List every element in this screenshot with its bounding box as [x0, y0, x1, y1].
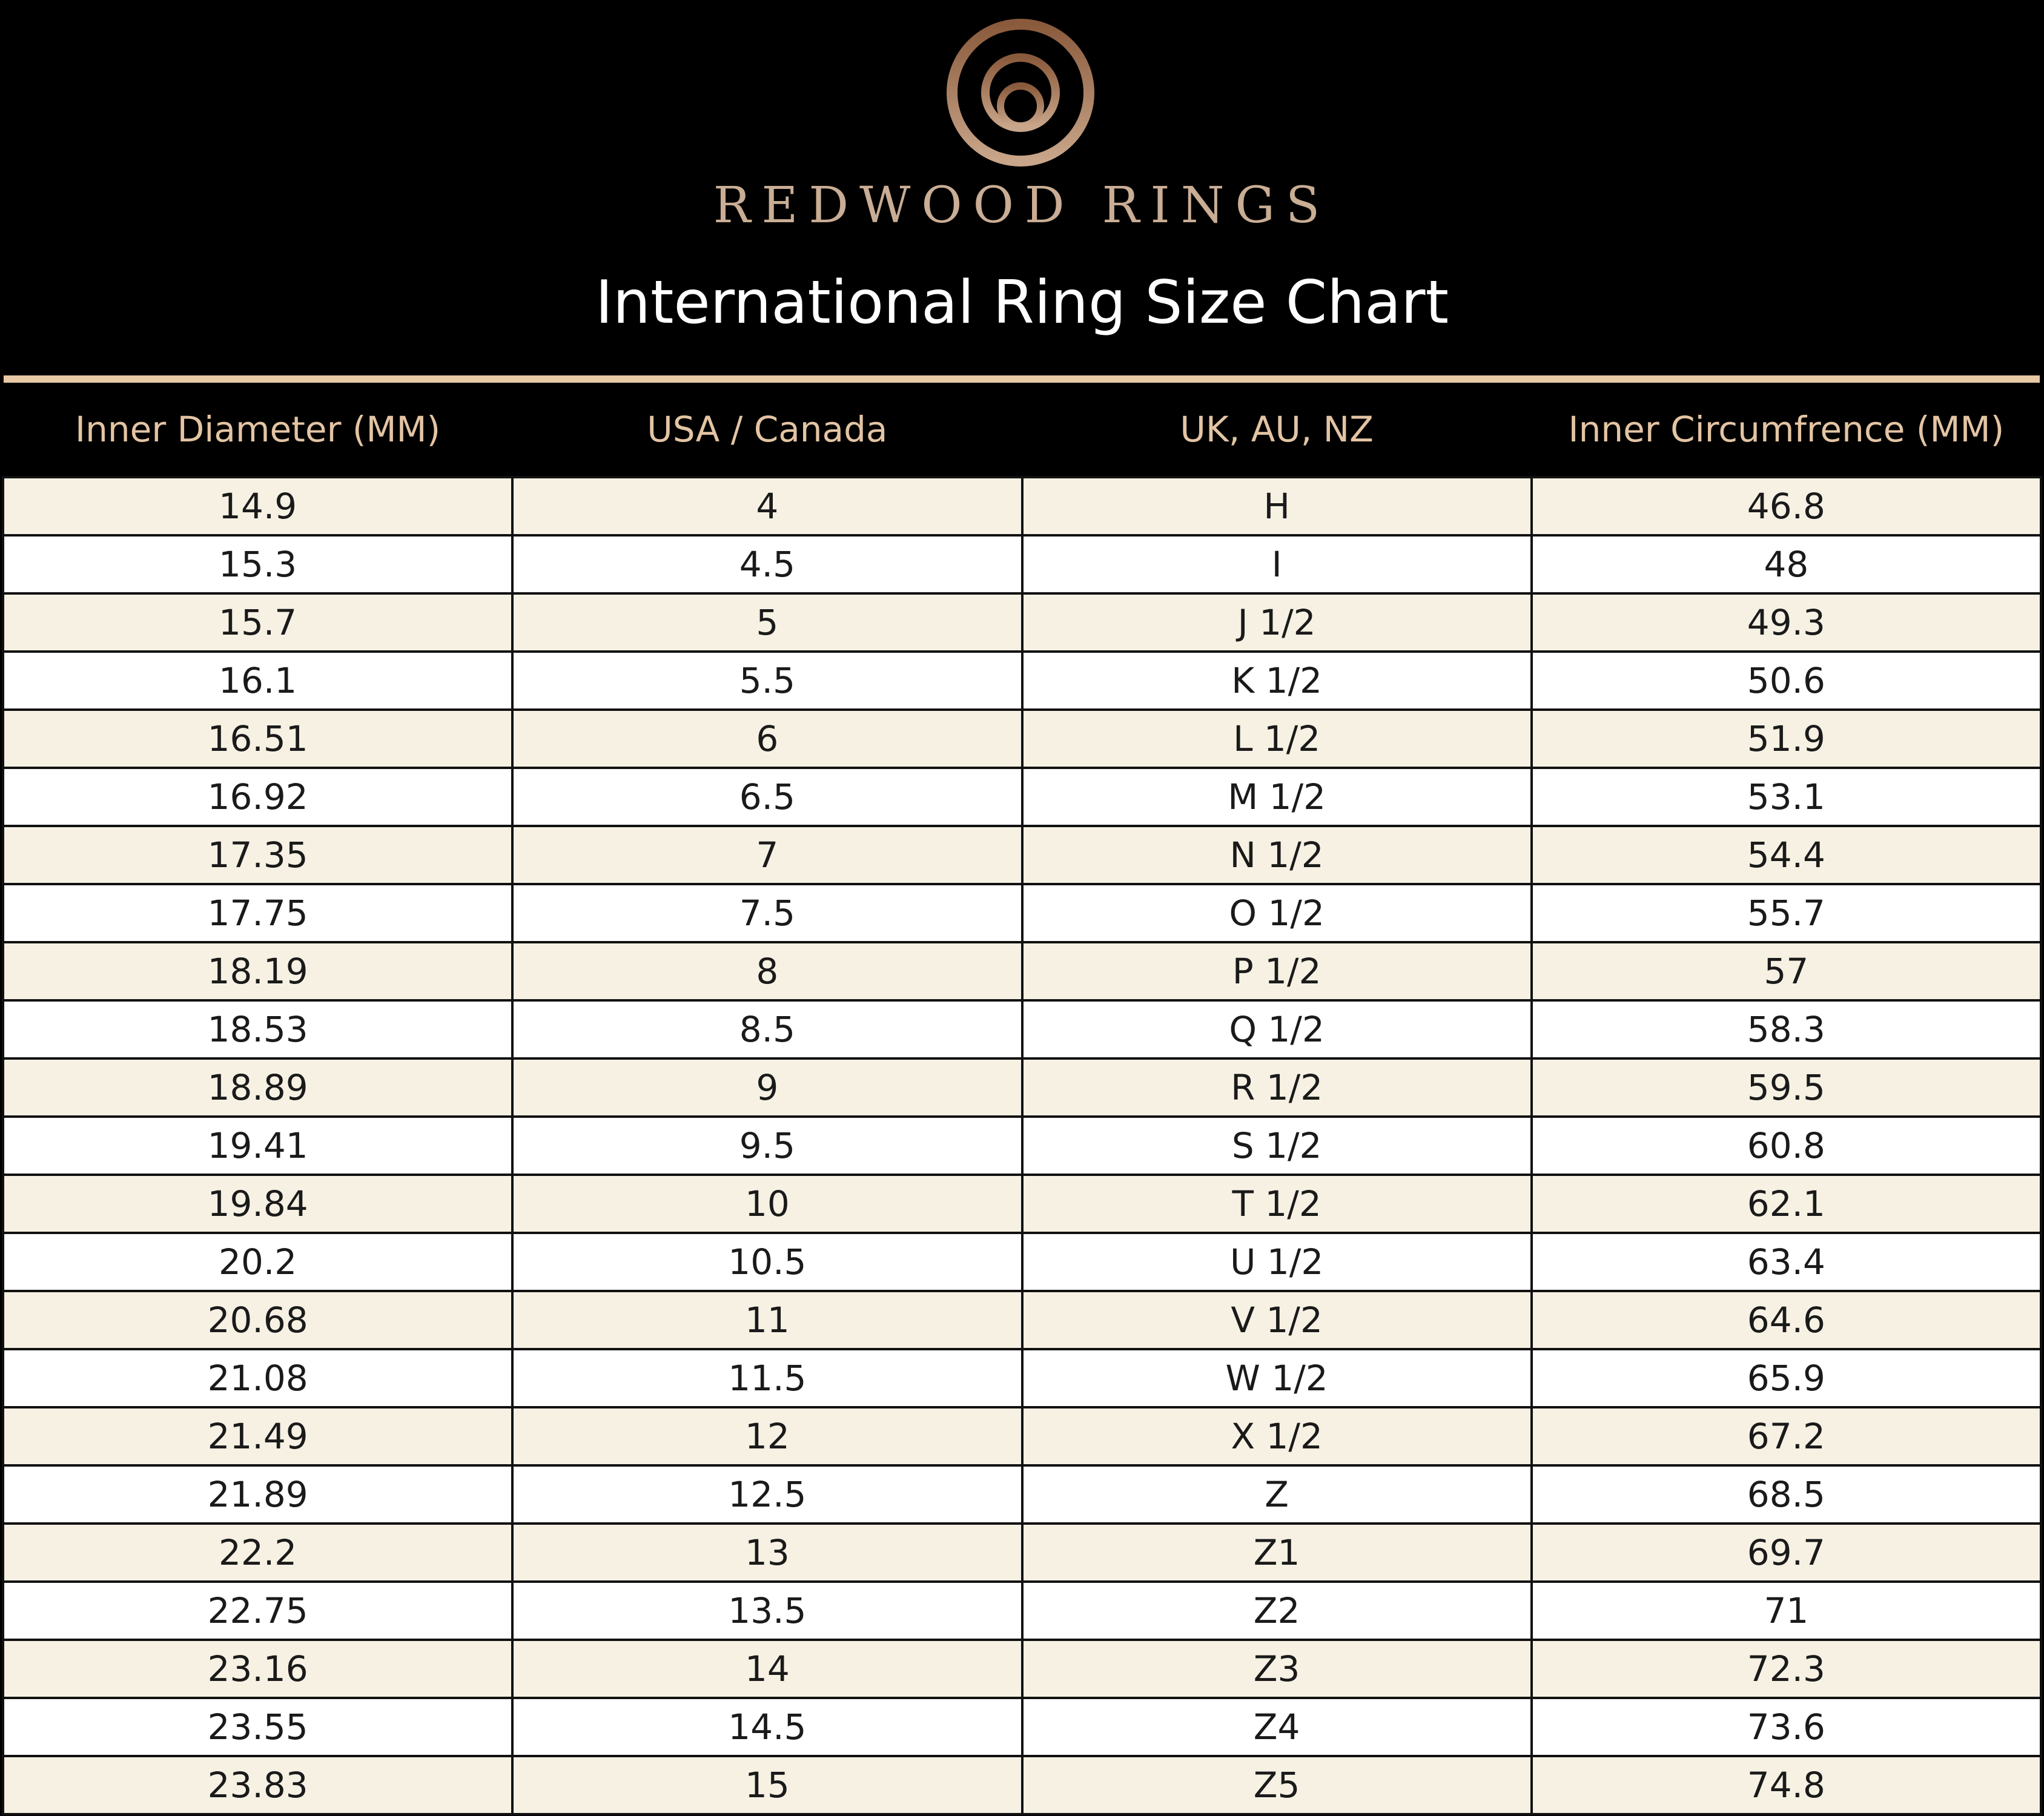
uk-au-nz-cell: Z2 [1022, 1582, 1532, 1640]
usa-canada-cell: 4.5 [512, 535, 1022, 593]
inner-circumference-cell: 49.3 [1532, 593, 2041, 652]
uk-au-nz-cell: Q 1/2 [1022, 1000, 1532, 1058]
table-row [3, 1465, 2041, 1524]
table-row [3, 1698, 2041, 1756]
uk-au-nz-cell: S 1/2 [1022, 1117, 1532, 1175]
uk-au-nz-cell: Z3 [1022, 1640, 1532, 1698]
inner-circumference-cell: 59.5 [1532, 1058, 2041, 1117]
inner-diameter-cell: 21.49 [3, 1407, 512, 1465]
usa-canada-cell: 5.5 [512, 652, 1022, 710]
uk-au-nz-cell: T 1/2 [1022, 1175, 1532, 1233]
usa-canada-cell: 11 [512, 1291, 1022, 1349]
inner-diameter-cell: 19.41 [3, 1117, 512, 1175]
uk-au-nz-cell: J 1/2 [1022, 593, 1532, 652]
uk-au-nz-cell: L 1/2 [1022, 710, 1532, 768]
inner-circumference-cell: 69.7 [1532, 1524, 2041, 1582]
table-row [3, 477, 2041, 535]
ring-size-table-container [0, 383, 2044, 1816]
usa-canada-cell: 10.5 [512, 1233, 1022, 1291]
uk-au-nz-cell: H [1022, 477, 1532, 535]
inner-diameter-cell: 16.1 [3, 652, 512, 710]
inner-circumference-cell: 55.7 [1532, 884, 2041, 942]
inner-diameter-cell: 20.2 [3, 1233, 512, 1291]
inner-diameter-cell: 15.3 [3, 535, 512, 593]
usa-canada-cell: 15 [512, 1756, 1022, 1814]
inner-circumference-cell: 46.8 [1532, 477, 2041, 535]
usa-canada-cell: 8 [512, 942, 1022, 1000]
inner-circumference-cell: 65.9 [1532, 1349, 2041, 1407]
inner-diameter-cell: 18.89 [3, 1058, 512, 1117]
inner-diameter-cell: 21.08 [3, 1349, 512, 1407]
table-row [3, 593, 2041, 652]
usa-canada-cell: 10 [512, 1175, 1022, 1233]
uk-au-nz-cell: Z5 [1022, 1756, 1532, 1814]
inner-diameter-cell: 15.7 [3, 593, 512, 652]
inner-diameter-cell: 17.75 [3, 884, 512, 942]
ring-size-table [2, 383, 2042, 1815]
inner-circumference-cell: 60.8 [1532, 1117, 2041, 1175]
inner-diameter-cell: 21.89 [3, 1465, 512, 1524]
inner-circumference-cell: 63.4 [1532, 1233, 2041, 1291]
usa-canada-cell: 7.5 [512, 884, 1022, 942]
accent-divider [4, 375, 2040, 383]
inner-diameter-cell: 16.51 [3, 710, 512, 768]
table-row [3, 1582, 2041, 1640]
table-row [3, 652, 2041, 710]
table-row [3, 1175, 2041, 1233]
uk-au-nz-cell: K 1/2 [1022, 652, 1532, 710]
usa-canada-cell: 6.5 [512, 768, 1022, 826]
inner-circumference-cell: 48 [1532, 535, 2041, 593]
concentric-rings-icon [945, 17, 1096, 168]
inner-diameter-cell: 16.92 [3, 768, 512, 826]
uk-au-nz-cell: P 1/2 [1022, 942, 1532, 1000]
usa-canada-cell: 14.5 [512, 1698, 1022, 1756]
usa-canada-cell: 11.5 [512, 1349, 1022, 1407]
uk-au-nz-cell: X 1/2 [1022, 1407, 1532, 1465]
uk-au-nz-cell: Z1 [1022, 1524, 1532, 1582]
usa-canada-cell: 12.5 [512, 1465, 1022, 1524]
inner-diameter-cell: 18.19 [3, 942, 512, 1000]
table-row [3, 1117, 2041, 1175]
inner-circumference-cell: 62.1 [1532, 1175, 2041, 1233]
inner-diameter-cell: 14.9 [3, 477, 512, 535]
column-header-usa-canada: USA / Canada [512, 383, 1022, 477]
uk-au-nz-cell: Z4 [1022, 1698, 1532, 1756]
table-row [3, 1524, 2041, 1582]
usa-canada-cell: 6 [512, 710, 1022, 768]
inner-circumference-cell: 53.1 [1532, 768, 2041, 826]
inner-circumference-cell: 71 [1532, 1582, 2041, 1640]
column-header-inner-circumference: Inner Circumfrence (MM) [1532, 383, 2041, 477]
inner-circumference-cell: 67.2 [1532, 1407, 2041, 1465]
usa-canada-cell: 9 [512, 1058, 1022, 1117]
inner-circumference-cell: 57 [1532, 942, 2041, 1000]
inner-diameter-cell: 20.68 [3, 1291, 512, 1349]
inner-circumference-cell: 64.6 [1532, 1291, 2041, 1349]
table-header [3, 383, 2041, 477]
uk-au-nz-cell: W 1/2 [1022, 1349, 1532, 1407]
usa-canada-cell: 14 [512, 1640, 1022, 1698]
table-row [3, 1291, 2041, 1349]
column-header-inner-diameter: Inner Diameter (MM) [3, 383, 512, 477]
table-row [3, 768, 2041, 826]
inner-circumference-cell: 54.4 [1532, 826, 2041, 884]
inner-circumference-cell: 51.9 [1532, 710, 2041, 768]
inner-circumference-cell: 74.8 [1532, 1756, 2041, 1814]
column-header-uk-au-nz: UK, AU, NZ [1022, 383, 1532, 477]
inner-circumference-cell: 72.3 [1532, 1640, 2041, 1698]
usa-canada-cell: 9.5 [512, 1117, 1022, 1175]
inner-circumference-cell: 68.5 [1532, 1465, 2041, 1524]
table-row [3, 1407, 2041, 1465]
page-title: International Ring Size Chart [595, 268, 1449, 337]
inner-diameter-cell: 22.2 [3, 1524, 512, 1582]
inner-circumference-cell: 73.6 [1532, 1698, 2041, 1756]
table-row [3, 1058, 2041, 1117]
table-row [3, 884, 2041, 942]
uk-au-nz-cell: M 1/2 [1022, 768, 1532, 826]
table-row [3, 1233, 2041, 1291]
inner-circumference-cell: 58.3 [1532, 1000, 2041, 1058]
uk-au-nz-cell: I [1022, 535, 1532, 593]
uk-au-nz-cell: N 1/2 [1022, 826, 1532, 884]
table-row [3, 535, 2041, 593]
inner-diameter-cell: 23.83 [3, 1756, 512, 1814]
table-row [3, 1349, 2041, 1407]
usa-canada-cell: 4 [512, 477, 1022, 535]
usa-canada-cell: 12 [512, 1407, 1022, 1465]
usa-canada-cell: 13 [512, 1524, 1022, 1582]
inner-diameter-cell: 19.84 [3, 1175, 512, 1233]
inner-diameter-cell: 23.16 [3, 1640, 512, 1698]
table-row [3, 1756, 2041, 1814]
uk-au-nz-cell: V 1/2 [1022, 1291, 1532, 1349]
uk-au-nz-cell: U 1/2 [1022, 1233, 1532, 1291]
brand-name: REDWOOD RINGS [713, 177, 1331, 234]
uk-au-nz-cell: R 1/2 [1022, 1058, 1532, 1117]
table-row [3, 1640, 2041, 1698]
usa-canada-cell: 8.5 [512, 1000, 1022, 1058]
table-body [3, 477, 2041, 1814]
table-row [3, 1000, 2041, 1058]
table-row [3, 826, 2041, 884]
table-row [3, 942, 2041, 1000]
header [0, 0, 2044, 375]
inner-diameter-cell: 23.55 [3, 1698, 512, 1756]
header-row [3, 383, 2041, 477]
table-row [3, 710, 2041, 768]
inner-circumference-cell: 50.6 [1532, 652, 2041, 710]
inner-diameter-cell: 18.53 [3, 1000, 512, 1058]
inner-diameter-cell: 22.75 [3, 1582, 512, 1640]
uk-au-nz-cell: O 1/2 [1022, 884, 1532, 942]
usa-canada-cell: 5 [512, 593, 1022, 652]
usa-canada-cell: 13.5 [512, 1582, 1022, 1640]
uk-au-nz-cell: Z [1022, 1465, 1532, 1524]
inner-diameter-cell: 17.35 [3, 826, 512, 884]
usa-canada-cell: 7 [512, 826, 1022, 884]
